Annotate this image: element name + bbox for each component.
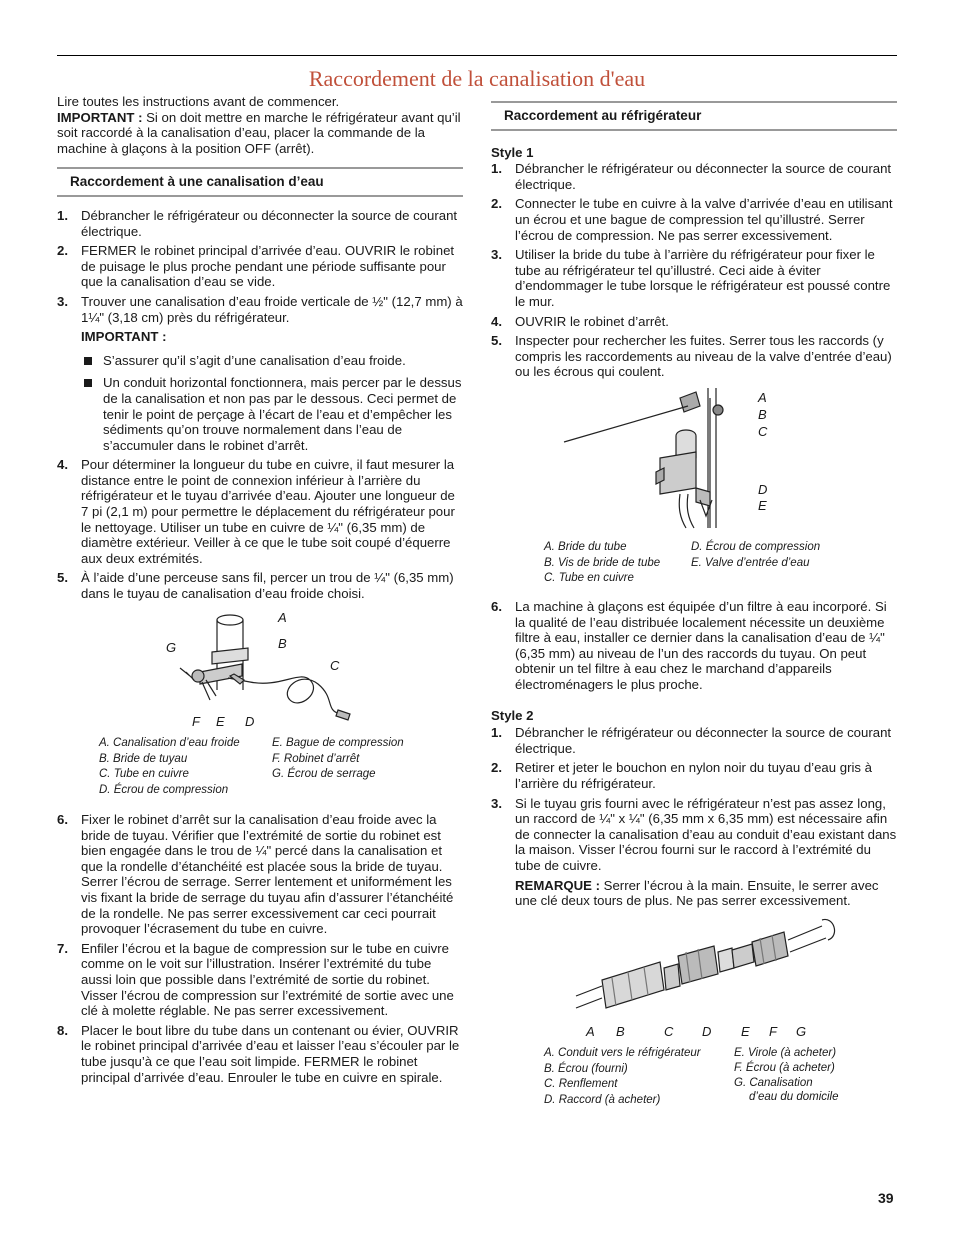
caption: B. Bride de tuyau xyxy=(99,752,188,765)
section-heading-refrigerateur: Raccordement au réfrigérateur xyxy=(491,101,897,131)
step-item: 3. Trouver une canalisation d’eau froide verticale de ½" (12,7 mm) à 1¼" (3,18 cm) près du réfrigérateur. xyxy=(57,293,463,325)
style2-steps xyxy=(491,725,897,873)
fig3-label-g: G xyxy=(796,1024,807,1039)
fig1-label-d: D xyxy=(245,714,255,729)
important-note xyxy=(57,110,463,157)
step-item: 5. Inspecter pour rechercher les fuites. Serrer tous les raccords (y compris les raccordements au niveau de la valve d’entrée d’eau) ou les écrous qui coulent. xyxy=(491,333,892,380)
fig1-label-c: C xyxy=(330,658,340,673)
caption: A. Conduit vers le réfrigérateur xyxy=(544,1047,701,1059)
fittings-illustration xyxy=(572,912,902,1022)
step-item: 8. Placer le bout libre du tube dans un contenant ou évier, OUVRIR le robinet principal d’arrivée d’eau et laisser l’eau s’écouler par le tube jusqu’à ce que l’eau soit limpide. FERMER le robinet principal d’arrivée d’eau. Enrouler le tube en cuivre en spirale. xyxy=(57,1022,460,1085)
bullet-square-icon xyxy=(84,357,92,365)
fig1-captions-left xyxy=(99,736,269,798)
fig3-label-f: F xyxy=(769,1024,777,1039)
figure-inlet-valve xyxy=(560,388,780,533)
important-sublabel: IMPORTANT : xyxy=(81,329,167,345)
caption: F. Écrou (à acheter) xyxy=(734,1062,835,1074)
caption: C. Tube en cuivre xyxy=(544,572,634,584)
bullet-item: Un conduit horizontal fonctionnera, mais percer par le dessus de la canalisation et non pas par le dessous. Ceci permet de tenir le point de perçage à l’écart de l’eau et d’empêcher les sédiments qu’on trouve normalement dans l’eau de s’accumuler dans le robinet d’arrêt. xyxy=(57,375,463,453)
fig2-label-c: C xyxy=(758,424,768,439)
style1-label: Style 1 xyxy=(491,144,534,160)
caption: G. Écrou de serrage xyxy=(272,768,376,780)
caption: D. Raccord (à acheter) xyxy=(544,1093,661,1106)
step-item: 1. Débrancher le réfrigérateur ou déconnecter la source de courant électrique. xyxy=(491,161,892,192)
left-column xyxy=(57,94,463,602)
caption: d’eau du domicile xyxy=(749,1091,839,1103)
bullet-square-icon xyxy=(84,379,92,387)
important-label: IMPORTANT : xyxy=(57,109,143,125)
steps-list-c xyxy=(57,812,463,1085)
fig1-label-a: A xyxy=(278,610,287,625)
caption: B. Écrou (fourni) xyxy=(544,1062,628,1075)
fig2-label-a: A xyxy=(758,390,767,405)
step-item: 1. Débrancher le réfrigérateur ou déconnecter la source de courant électrique. xyxy=(491,725,892,756)
page-number: 39 xyxy=(878,1190,894,1206)
figure-fittings xyxy=(572,912,902,1042)
section-heading-canalisation: Raccordement à une canalisation d’eau xyxy=(57,167,463,197)
caption: G. Canalisation xyxy=(734,1077,813,1089)
step-item: 3. Utiliser la bride du tube à l’arrière du réfrigérateur pour fixer le tube au réfrigérateur tel qu’illustré. Ceci aide à éviter d’endommager le tube lorsque le réfrigérateur est poussé contre le mur. xyxy=(491,247,891,309)
fig1-label-b: B xyxy=(278,636,287,651)
page-title: Raccordement de la canalisation d'eau xyxy=(308,66,646,91)
caption: E. Bague de compression xyxy=(272,737,404,749)
style1-steps xyxy=(491,161,897,380)
caption: F. Robinet d’arrêt xyxy=(272,752,360,765)
caption: C. Renflement xyxy=(544,1078,618,1090)
step-item: 4. Pour déterminer la longueur du tube en cuivre, il faut mesurer la distance entre le point de connexion inférieur à l’arrière du réfrigérateur et le tuyau d’arrivée d’eau. Ajouter une longueur de 7 pi (2,1 m) pour permettre le déplacement du réfrigérateur pour le nettoyage. Utiliser un tube en cuivre de ¼" (6,35 mm) de diamètre extérieur. Veiller à ce que le tube soit coupé d’équerre aux deux extrémités. xyxy=(57,457,455,566)
step-item: 7. Enfiler l’écrou et la bague de compression sur le tube en cuivre comme on le voit sur l’illustration. Insérer l’extrémité du tube aussi loin que possible dans l’extrémité de sortie du robinet. Visser l’écrou de compression sur l’extrémité de sortie avec une clé à molette réglable. Ne pas serrer excessivement. xyxy=(57,940,454,1019)
step-item: 6. Fixer le robinet d’arrêt sur la canalisation d’eau froide avec la bride de tuyau. Vérifier que l’extrémité de sortie du robinet est bien engagée dans le trou de ¼" percé dans la canalisation et que la rondelle d’étanchéité est placée sous la bride de tuyau. Serrer l’écrou de serrage. Serrer lentement et uniformément les vis fixant la bride de serrage du tuyau afin d’assurer l’étanchéité de la rondelle. Ne pas serrer excessivement car ceci pourrait provoquer l’écrasement du tube en cuivre. xyxy=(57,812,454,937)
important-text: Si on doit mettre en marche le réfrigérateur avant qu’il soit raccordé à la canalisation d’eau, placer la commande de la machine à glaçons à la position OFF (arrêt). xyxy=(57,109,461,156)
caption: A. Bride du tube xyxy=(544,541,627,553)
intro-text: Lire toutes les instructions avant de commencer. xyxy=(57,94,340,109)
step-item: 2. FERMER le robinet principal d’arrivée d’eau. OUVRIR le robinet de puisage le plus proche pendant une période suffisante pour que la canalisation d’eau se vide. xyxy=(57,243,455,290)
fig3-label-e: E xyxy=(741,1024,750,1039)
fig3-label-b: B xyxy=(616,1024,625,1039)
caption: B. Vis de bride de tube xyxy=(544,556,661,569)
step-item: 2. Connecter le tube en cuivre à la valve d’arrivée d’eau en utilisant un écrou et une bague de compression tel qu’illustré. Serrer l’écrou de compression. Ne pas serrer excessivement. xyxy=(491,196,893,243)
caption: D. Écrou de compression xyxy=(691,541,821,553)
step-item: 2. Retirer et jeter le bouchon en nylon noir du tuyau d’eau gris à l’arrière du réfrigérateur. xyxy=(491,760,873,791)
fig3-captions-left xyxy=(544,1046,734,1108)
caption: E. Valve d’entrée d’eau xyxy=(691,556,810,569)
fig2-label-d: D xyxy=(758,482,768,497)
left-column-bottom xyxy=(57,812,463,1085)
fig1-label-f: F xyxy=(192,714,200,729)
fig3-label-c: C xyxy=(664,1024,674,1039)
remarque-text: Serrer l’écrou à la main. Ensuite, le serrer avec une clé deux tours de plus. Ne pas serrer excessivement. xyxy=(515,877,879,909)
top-rule xyxy=(57,55,897,56)
style2-label: Style 2 xyxy=(491,707,534,723)
fig1-label-g: G xyxy=(166,640,177,655)
fig1-label-e: E xyxy=(216,714,225,729)
right-column xyxy=(491,101,897,380)
fig2-label-b: B xyxy=(758,407,767,422)
fig3-captions-right xyxy=(734,1046,884,1104)
step-item: 6. La machine à glaçons est équipée d’un filtre à eau incorporé. Si la qualité de l’eau distribuée localement nécessite un deuxième filtre à eau, installer ce dernier dans la canalisation d’eau de ¼" (6,35 mm) au niveau de l’un des raccords du tuyau. On peut obtenir un tel filtre à eau chez le marchand d’appareils électroménagers le plus proche. xyxy=(491,599,887,692)
fig3-label-a: A xyxy=(586,1024,595,1039)
caption: D. Écrou de compression xyxy=(99,783,229,796)
caption: A. Canalisation d’eau froide xyxy=(99,737,240,749)
steps-list-a xyxy=(57,208,463,325)
remarque-label: REMARQUE : xyxy=(515,877,600,893)
step-item: 1. Débrancher le réfrigérateur ou déconnecter la source de courant électrique. xyxy=(57,207,458,239)
fig2-label-e: E xyxy=(758,498,767,513)
fig2-captions-right xyxy=(691,540,861,571)
fig3-label-d: D xyxy=(702,1024,712,1039)
step-item: 3. Si le tuyau gris fourni avec le réfrigérateur n’est pas assez long, un raccord de ¼" x ¼" (6,35 mm x 6,35 mm) est nécessaire afin de connecter la canalisation d’eau au conduit d’eau existant dans la maison. Visser l’écrou fourni sur le raccord à l’extrémité du tube de cuivre. xyxy=(491,795,897,873)
caption: E. Virole (à acheter) xyxy=(734,1047,837,1059)
bullet-item: S’assurer qu’il s’agit d’une canalisation d’eau froide. xyxy=(57,353,463,369)
remarque-note xyxy=(491,878,897,909)
steps-list-b xyxy=(57,457,463,601)
step-item: 4. OUVRIR le robinet d’arrêt. xyxy=(491,313,669,329)
fig1-captions-right xyxy=(272,736,442,783)
inlet-valve-illustration xyxy=(560,388,780,533)
right-column-mid xyxy=(491,599,897,909)
caption: C. Tube en cuivre xyxy=(99,768,189,780)
figure-shutoff-valve xyxy=(150,610,370,735)
step-item: 5. À l’aide d’une perceuse sans fil, percer un trou de ¼" (6,35 mm) dans le tuyau de canalisation d’eau froide choisi. xyxy=(57,570,454,602)
step6-list xyxy=(491,599,897,693)
fig2-captions-left xyxy=(544,540,694,587)
